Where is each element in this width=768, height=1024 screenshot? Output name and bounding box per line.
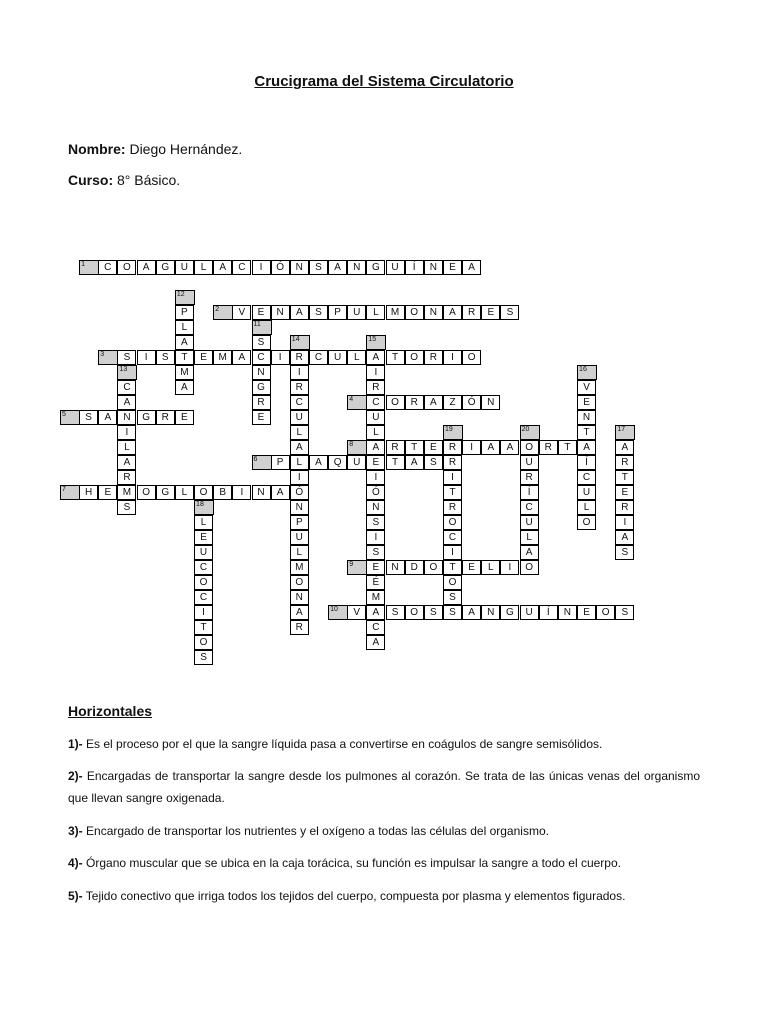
clue-number-cell: 5 [60, 410, 80, 425]
clue-number-cell: 7 [60, 485, 80, 500]
crossword-cell[interactable]: L [366, 305, 385, 320]
crossword-cell[interactable]: R [424, 350, 443, 365]
crossword-cell[interactable]: V [347, 605, 366, 620]
crossword-cell[interactable]: I [615, 515, 634, 530]
crossword-cell[interactable]: R [290, 380, 309, 395]
clue-1-number: 1)- [68, 737, 83, 751]
crossword-cell[interactable]: A [213, 260, 232, 275]
crossword-cell[interactable]: Ó [290, 485, 309, 500]
crossword-cell[interactable]: M [366, 590, 385, 605]
clue-number-cell: 16 [577, 365, 597, 380]
clue-number-cell: 13 [117, 365, 137, 380]
crossword-cell[interactable]: N [252, 485, 271, 500]
clue-number-cell: 19 [443, 425, 463, 440]
clue-1-text: Es el proceso por el que la sangre líquida pasa a convertirse en coágulos de sangre semisólidos. [86, 737, 603, 751]
crossword-cell[interactable]: T [615, 470, 634, 485]
crossword-cell[interactable]: N [424, 305, 443, 320]
crossword-cell[interactable]: C [117, 380, 136, 395]
crossword-cell[interactable]: E [577, 395, 596, 410]
crossword-cell[interactable]: O [194, 635, 213, 650]
crossword-cell[interactable]: U [347, 305, 366, 320]
crossword-cell[interactable]: U [175, 260, 194, 275]
crossword-cell[interactable]: M [290, 560, 309, 575]
clue-number-cell: 1 [79, 260, 99, 275]
crossword-cell[interactable]: A [577, 440, 596, 455]
crossword-cell[interactable]: L [117, 440, 136, 455]
crossword-cell[interactable]: E [424, 440, 443, 455]
crossword-cell[interactable]: N [366, 500, 385, 515]
crossword-cell[interactable]: I [252, 260, 271, 275]
clue-5 [68, 885, 700, 907]
crossword-cell[interactable]: O [194, 575, 213, 590]
crossword-cell[interactable]: L [290, 425, 309, 440]
crossword-cell[interactable]: O [117, 260, 136, 275]
crossword-cell[interactable]: R [443, 455, 462, 470]
crossword-cell[interactable]: O [137, 485, 156, 500]
clue-number-cell: 12 [175, 290, 195, 305]
crossword-cell[interactable]: Í [577, 455, 596, 470]
crossword-cell[interactable]: A [232, 350, 251, 365]
crossword-cell[interactable]: R [443, 500, 462, 515]
crossword-cell[interactable]: T [558, 440, 577, 455]
crossword-cell[interactable]: C [577, 470, 596, 485]
crossword-cell[interactable]: E [366, 560, 385, 575]
crossword-cell[interactable]: I [117, 425, 136, 440]
crossword-cell[interactable]: C [443, 530, 462, 545]
crossword-cell[interactable]: C [366, 395, 385, 410]
clue-number-cell: 18 [194, 500, 214, 515]
crossword-cell[interactable]: E [175, 410, 194, 425]
crossword-cell[interactable]: A [366, 605, 385, 620]
crossword-cell[interactable]: E [98, 485, 117, 500]
crossword-cell[interactable]: Z [443, 395, 462, 410]
crossword-cell[interactable]: A [366, 350, 385, 365]
crossword-cell[interactable]: V [577, 380, 596, 395]
crossword-cell[interactable]: S [424, 605, 443, 620]
crossword-cell[interactable]: E [252, 410, 271, 425]
crossword-cell[interactable]: A [328, 260, 347, 275]
crossword-cell[interactable]: I [232, 485, 251, 500]
crossword-cell[interactable]: A [366, 440, 385, 455]
crossword-cell[interactable]: I [443, 470, 462, 485]
clue-3-number: 3)- [68, 824, 83, 838]
crossword-cell[interactable]: P [271, 455, 290, 470]
crossword-cell[interactable]: O [596, 605, 615, 620]
crossword-cell[interactable]: R [520, 470, 539, 485]
crossword-cell[interactable]: S [366, 545, 385, 560]
crossword-cell[interactable]: O [443, 575, 462, 590]
crossword-cell[interactable]: S [156, 350, 175, 365]
crossword-cell[interactable]: A [366, 635, 385, 650]
clue-number-cell: 10 [328, 605, 348, 620]
crossword-cell[interactable]: M [213, 350, 232, 365]
crossword-cell[interactable]: L [194, 260, 213, 275]
crossword-cell[interactable]: S [309, 305, 328, 320]
crossword-cell[interactable]: S [117, 350, 136, 365]
crossword-cell[interactable]: G [156, 485, 175, 500]
crossword-cell[interactable]: I [443, 545, 462, 560]
crossword-cell[interactable]: N [481, 395, 500, 410]
crossword-cell[interactable]: C [194, 560, 213, 575]
crossword-cell[interactable]: G [156, 260, 175, 275]
crossword-cell[interactable]: L [520, 530, 539, 545]
clue-4 [68, 852, 700, 874]
crossword-cell[interactable]: A [615, 530, 634, 545]
crossword-cell[interactable]: R [290, 620, 309, 635]
crossword-cell[interactable]: L [577, 500, 596, 515]
crossword-cell[interactable]: E [481, 305, 500, 320]
crossword-cell[interactable]: U [386, 260, 405, 275]
crossword-cell[interactable]: O [405, 350, 424, 365]
crossword-cell[interactable]: S [615, 545, 634, 560]
crossword-cell[interactable]: T [443, 560, 462, 575]
crossword-cell[interactable]: O [520, 440, 539, 455]
crossword-cell[interactable]: A [290, 440, 309, 455]
crossword-cell[interactable]: S [366, 515, 385, 530]
clue-number-cell: 4 [347, 395, 367, 410]
crossword-cell[interactable]: C [252, 350, 271, 365]
crossword-cell[interactable]: E [194, 530, 213, 545]
crossword-cell[interactable]: I [290, 470, 309, 485]
crossword-cell[interactable]: O [405, 605, 424, 620]
crossword-cell[interactable]: G [252, 380, 271, 395]
crossword-cell[interactable]: S [443, 605, 462, 620]
crossword-cell[interactable]: P [290, 515, 309, 530]
crossword-cell[interactable]: Ó [271, 260, 290, 275]
crossword-cell[interactable]: I [462, 440, 481, 455]
crossword-cell[interactable]: N [290, 260, 309, 275]
crossword-cell[interactable]: U [520, 605, 539, 620]
crossword-cell[interactable]: A [175, 380, 194, 395]
crossword-cell[interactable]: A [615, 440, 634, 455]
crossword-cell[interactable]: S [79, 410, 98, 425]
crossword-cell[interactable]: T [577, 425, 596, 440]
crossword-cell[interactable]: U [366, 410, 385, 425]
crossword-cell[interactable]: R [462, 305, 481, 320]
course-value: 8° Básico. [117, 172, 181, 188]
crossword-cell[interactable]: L [175, 485, 194, 500]
crossword-cell[interactable]: R [615, 455, 634, 470]
crossword-cell[interactable]: G [137, 410, 156, 425]
crossword-cell[interactable]: T [194, 620, 213, 635]
crossword-cell[interactable]: T [386, 455, 405, 470]
crossword-cell[interactable]: O [520, 560, 539, 575]
crossword-cell[interactable]: A [98, 410, 117, 425]
crossword-cell[interactable]: M [117, 485, 136, 500]
crossword-cell[interactable]: C [194, 590, 213, 605]
crossword-cell[interactable]: T [405, 440, 424, 455]
crossword-cell[interactable]: T [386, 350, 405, 365]
crossword-cell[interactable]: E [443, 260, 462, 275]
crossword-cell[interactable]: O [194, 485, 213, 500]
crossword-cell[interactable]: O [424, 560, 443, 575]
crossword-cell[interactable]: A [137, 260, 156, 275]
crossword-cell[interactable]: G [500, 605, 519, 620]
crossword-cell[interactable]: Í [405, 260, 424, 275]
crossword-cell[interactable]: I [366, 365, 385, 380]
crossword-cell[interactable]: R [366, 380, 385, 395]
crossword-cell[interactable]: N [271, 305, 290, 320]
crossword-cell[interactable]: O [386, 395, 405, 410]
crossword-cell[interactable]: I [366, 470, 385, 485]
clue-number-cell: 14 [290, 335, 310, 350]
crossword-cell[interactable]: R [615, 500, 634, 515]
crossword-cell[interactable]: N [117, 410, 136, 425]
crossword-cell[interactable]: U [290, 410, 309, 425]
crossword-cell[interactable]: A [500, 440, 519, 455]
crossword-cell[interactable]: O [405, 305, 424, 320]
crossword-cell[interactable]: M [386, 305, 405, 320]
crossword-cell[interactable]: L [290, 545, 309, 560]
crossword-cell[interactable]: G [366, 260, 385, 275]
horizontales-heading: Horizontales [68, 703, 153, 719]
crossword-cell[interactable]: L [290, 455, 309, 470]
crossword-cell[interactable]: O [443, 515, 462, 530]
crossword-cell[interactable]: A [462, 260, 481, 275]
clue-number-cell: 15 [366, 335, 386, 350]
clue-3-text: Encargado de transportar los nutrientes y el oxígeno a todas las células del organismo. [86, 824, 549, 838]
crossword-cell[interactable]: I [366, 530, 385, 545]
crossword-cell[interactable]: R [386, 440, 405, 455]
crossword-cell[interactable]: N [252, 365, 271, 380]
name-field [68, 141, 242, 157]
document-title: Crucigrama del Sistema Circulatorio [254, 73, 514, 90]
crossword-cell[interactable]: E [252, 305, 271, 320]
crossword-cell[interactable]: I [271, 350, 290, 365]
crossword-cell[interactable]: R [539, 440, 558, 455]
crossword-cell[interactable]: R [252, 395, 271, 410]
crossword-cell[interactable]: C [366, 620, 385, 635]
crossword-cell[interactable]: I [443, 350, 462, 365]
clue-number-cell: 9 [347, 560, 367, 575]
crossword-cell[interactable]: U [194, 545, 213, 560]
clue-4-number: 4)- [68, 856, 83, 870]
crossword-cell[interactable]: S [309, 260, 328, 275]
crossword-cell[interactable]: S [386, 605, 405, 620]
crossword-cell[interactable]: H [79, 485, 98, 500]
crossword-cell[interactable]: M [175, 365, 194, 380]
crossword-cell[interactable]: A [290, 605, 309, 620]
crossword-cell[interactable]: I [137, 350, 156, 365]
crossword-cell[interactable]: S [117, 500, 136, 515]
crossword-cell[interactable]: E [462, 560, 481, 575]
crossword-cell[interactable]: R [443, 440, 462, 455]
crossword-cell[interactable]: R [117, 470, 136, 485]
crossword-cell[interactable]: L [194, 515, 213, 530]
clue-number-cell: 3 [98, 350, 118, 365]
crossword-cell[interactable]: A [117, 395, 136, 410]
crossword-cell[interactable]: C [98, 260, 117, 275]
crossword-cell[interactable]: A [405, 455, 424, 470]
crossword-cell[interactable]: E [577, 605, 596, 620]
crossword-cell[interactable]: C [290, 395, 309, 410]
crossword-cell[interactable]: S [615, 605, 634, 620]
crossword-cell[interactable]: E [194, 350, 213, 365]
crossword-cell[interactable]: L [366, 425, 385, 440]
crossword-cell[interactable]: U [347, 455, 366, 470]
crossword-cell[interactable]: Ó [462, 395, 481, 410]
crossword-cell[interactable]: U [328, 350, 347, 365]
crossword-cell[interactable]: V [232, 305, 251, 320]
crossword-cell[interactable]: T [175, 350, 194, 365]
crossword-cell[interactable]: S [194, 650, 213, 665]
crossword-cell[interactable]: I [290, 365, 309, 380]
crossword-cell[interactable]: Ó [366, 485, 385, 500]
crossword-cell[interactable]: U [520, 515, 539, 530]
crossword-cell[interactable]: Í [539, 605, 558, 620]
crossword-cell[interactable]: C [520, 500, 539, 515]
clue-number-cell: 8 [347, 440, 367, 455]
crossword-cell[interactable]: S [252, 335, 271, 350]
clue-4-text: Órgano muscular que se ubica en la caja torácica, su función es impulsar la sangre a todo el cuerpo. [86, 856, 621, 870]
crossword-cell[interactable]: L [347, 350, 366, 365]
crossword-cell[interactable]: A [117, 455, 136, 470]
crossword-cell[interactable]: B [213, 485, 232, 500]
course-label: Curso: [68, 172, 114, 188]
crossword-cell[interactable]: C [232, 260, 251, 275]
crossword-cell[interactable]: A [462, 605, 481, 620]
crossword-cell[interactable]: N [481, 605, 500, 620]
crossword-cell[interactable]: S [443, 590, 462, 605]
clue-number-cell: 20 [520, 425, 540, 440]
crossword-cell[interactable]: I [194, 605, 213, 620]
crossword-cell[interactable]: T [443, 485, 462, 500]
name-value: Diego Hernández. [129, 141, 243, 157]
crossword-cell[interactable]: Q [328, 455, 347, 470]
crossword-cell[interactable]: A [481, 440, 500, 455]
crossword-cell[interactable]: N [424, 260, 443, 275]
crossword-cell[interactable]: A [424, 395, 443, 410]
clue-number-cell: 6 [252, 455, 272, 470]
crossword-cell[interactable]: N [347, 260, 366, 275]
crossword-cell[interactable]: É [366, 575, 385, 590]
crossword-cell[interactable]: S [424, 455, 443, 470]
clue-number-cell: 11 [252, 320, 272, 335]
crossword-cell[interactable]: N [290, 590, 309, 605]
crossword-cell[interactable]: U [520, 455, 539, 470]
crossword-cell[interactable]: E [615, 485, 634, 500]
crossword-cell[interactable]: O [462, 350, 481, 365]
crossword-cell[interactable]: O [577, 515, 596, 530]
clue-5-number: 5)- [68, 889, 83, 903]
crossword-cell[interactable]: I [500, 560, 519, 575]
clue-number-cell: 17 [615, 425, 635, 440]
crossword-cell[interactable]: A [290, 305, 309, 320]
crossword-cell[interactable]: R [405, 395, 424, 410]
crossword-cell[interactable]: C [309, 350, 328, 365]
crossword-cell[interactable]: A [271, 485, 290, 500]
clue-1 [68, 733, 700, 755]
clue-5-text: Tejido conectivo que irriga todos los tejidos del cuerpo, compuesta por plasma y elementos figurados. [85, 889, 626, 903]
crossword-cell[interactable]: A [520, 545, 539, 560]
crossword-cell[interactable]: E [366, 455, 385, 470]
crossword-cell[interactable]: A [175, 335, 194, 350]
crossword-cell[interactable]: R [290, 350, 309, 365]
crossword-cell[interactable]: N [386, 560, 405, 575]
clue-2-text: Encargadas de transportar la sangre desde los pulmones al corazón. Se trata de las únicas venas del organismo que llevan sangre oxigenada. [68, 769, 700, 805]
crossword-cell[interactable]: R [156, 410, 175, 425]
crossword-cell[interactable]: S [500, 305, 519, 320]
crossword-cell[interactable]: N [558, 605, 577, 620]
name-label: Nombre: [68, 141, 126, 157]
crossword-cell[interactable]: U [290, 530, 309, 545]
crossword-cell[interactable]: L [481, 560, 500, 575]
crossword-cell[interactable]: L [175, 320, 194, 335]
clue-number-cell: 2 [213, 305, 233, 320]
crossword-cell[interactable]: P [175, 305, 194, 320]
crossword-cell[interactable]: U [577, 485, 596, 500]
crossword-cell[interactable]: A [443, 305, 462, 320]
crossword-cell[interactable]: N [290, 500, 309, 515]
crossword-cell[interactable]: D [405, 560, 424, 575]
crossword-cell[interactable]: P [328, 305, 347, 320]
crossword-cell[interactable]: Í [520, 485, 539, 500]
crossword-cell[interactable]: O [290, 575, 309, 590]
course-field [68, 172, 180, 188]
clue-2 [68, 765, 700, 809]
crossword-cell[interactable]: A [309, 455, 328, 470]
crossword-cell[interactable]: N [577, 410, 596, 425]
clue-3 [68, 820, 700, 842]
clue-2-number: 2)- [68, 769, 83, 783]
